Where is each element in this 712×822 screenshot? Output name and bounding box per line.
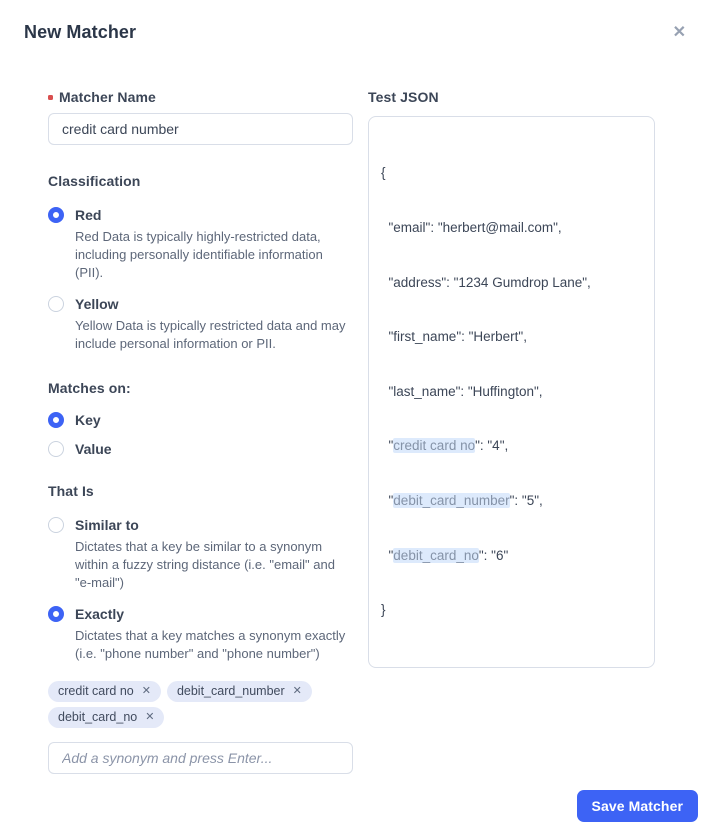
- modal-header: [0, 0, 712, 43]
- synonym-chip: [48, 707, 164, 728]
- json-line-highlighted: "debit_card_no": "6": [381, 547, 509, 563]
- synonym-input[interactable]: [48, 742, 353, 774]
- modal-footer: [0, 774, 712, 822]
- synonym-chip-text: debit_card_no: [58, 710, 138, 724]
- radio-red-description: Red Data is typically highly-restricted data, including personally identifiable information (PII).: [75, 229, 323, 280]
- form-column: [48, 89, 353, 774]
- json-line: "email": "herbert@mail.com",: [381, 220, 562, 236]
- matcher-name-input[interactable]: [48, 113, 353, 145]
- json-line-highlighted: "credit card no": "4",: [381, 438, 509, 454]
- radio-option-value[interactable]: [48, 441, 353, 457]
- matches-on-label: Matches on:: [48, 380, 131, 396]
- radio-exactly-label: Exactly: [75, 606, 125, 622]
- matched-key-highlight: debit_card_no: [393, 547, 479, 563]
- classification-label: Classification: [48, 173, 141, 189]
- radio-exactly-description: Dictates that a key matches a synonym exactly (i.e. "phone number" and "phone number"): [75, 628, 346, 661]
- radio-option-exactly[interactable]: [48, 606, 353, 663]
- json-line-highlighted: "debit_card_number": "5",: [381, 493, 543, 509]
- json-line: {: [381, 165, 386, 181]
- matched-key-highlight: credit card no: [393, 438, 476, 454]
- matcher-name-label-text: Matcher Name: [59, 89, 156, 105]
- radio-yellow-label: Yellow: [75, 296, 119, 312]
- synonym-tag-list: [48, 681, 353, 728]
- test-json-label: Test JSON: [368, 89, 439, 105]
- that-is-section: [48, 483, 353, 663]
- radio-red-label: Red: [75, 207, 102, 223]
- radio-key[interactable]: [48, 412, 64, 428]
- synonym-chip: [167, 681, 312, 702]
- remove-synonym-icon[interactable]: ✕: [145, 711, 155, 723]
- json-line: "first_name": "Herbert",: [381, 329, 527, 345]
- radio-similar-to[interactable]: [48, 517, 64, 533]
- json-line: }: [381, 602, 386, 618]
- synonym-chip: [48, 681, 161, 702]
- radio-option-yellow[interactable]: [48, 296, 353, 353]
- radio-value-label: Value: [75, 441, 112, 457]
- json-line: "address": "1234 Gumdrop Lane",: [381, 274, 591, 290]
- synonym-chip-text: credit card no: [58, 684, 134, 698]
- matcher-name-field: [48, 89, 353, 145]
- json-line: "last_name": "Huffington",: [381, 383, 543, 399]
- radio-red[interactable]: [48, 207, 64, 223]
- radio-yellow-description: Yellow Data is typically restricted data and may include personal information or PII.: [75, 318, 346, 351]
- radio-value[interactable]: [48, 441, 64, 457]
- matches-on-section: [48, 380, 353, 457]
- modal-body: [0, 43, 712, 774]
- radio-similar-description: Dictates that a key be similar to a synonym within a fuzzy string distance (i.e. "email" and "e-mail"): [75, 539, 335, 590]
- modal-title: New Matcher: [24, 22, 137, 42]
- required-indicator: [48, 95, 53, 100]
- matched-key-highlight: debit_card_number: [393, 493, 510, 509]
- synonym-chip-text: debit_card_number: [176, 684, 285, 698]
- remove-synonym-icon[interactable]: ✕: [292, 685, 302, 697]
- classification-section: [48, 173, 353, 353]
- radio-option-key[interactable]: [48, 412, 353, 428]
- close-icon[interactable]: ✕: [672, 23, 686, 41]
- radio-option-similar[interactable]: [48, 517, 353, 592]
- remove-synonym-icon[interactable]: ✕: [141, 685, 151, 697]
- radio-key-label: Key: [75, 412, 101, 428]
- test-json-column: [368, 89, 655, 668]
- radio-similar-label: Similar to: [75, 517, 139, 533]
- save-matcher-button[interactable]: Save Matcher: [577, 790, 698, 822]
- radio-option-red[interactable]: [48, 207, 353, 282]
- test-json-editor[interactable]: [368, 116, 655, 668]
- that-is-label: That Is: [48, 483, 94, 499]
- radio-exactly[interactable]: [48, 606, 64, 622]
- matcher-name-label: [48, 89, 353, 105]
- radio-yellow[interactable]: [48, 296, 64, 312]
